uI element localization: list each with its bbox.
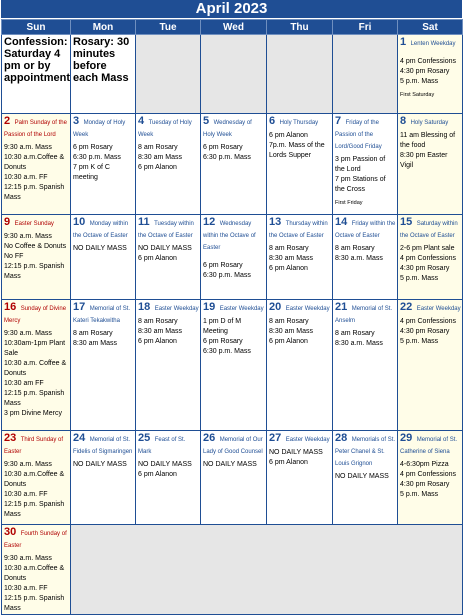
event-list	[400, 317, 461, 347]
liturgical-title: Feast of St. Mark	[138, 437, 186, 455]
event-line: 5 p.m. Mass	[400, 338, 439, 345]
day-footnote: First Friday	[335, 200, 363, 206]
day-cell-7	[333, 114, 398, 215]
liturgical-title: Wednesday of Holy Week	[203, 120, 252, 138]
event-line: 8 am Rosary	[73, 330, 113, 337]
liturgical-title: Tuesday within the Octave of Easter	[138, 221, 194, 239]
liturgical-title: Sunday of Divine Mercy	[4, 306, 67, 324]
day-number: 24	[73, 432, 86, 444]
day-cell-17	[71, 300, 136, 431]
event-list	[203, 460, 265, 470]
event-line: 7 pm Stations of the Cross	[335, 176, 386, 193]
day-header	[203, 115, 265, 139]
liturgical-title: Memorial of St. Catherine of Siena	[400, 437, 458, 455]
event-line: NO DAILY MASS	[138, 245, 192, 252]
day-header	[335, 216, 396, 240]
event-line: 8 am Rosary	[269, 245, 309, 252]
event-line: 5 p.m. Mass	[400, 275, 439, 282]
event-list	[73, 143, 134, 183]
empty-day-cell	[267, 35, 333, 114]
day-number: 3	[73, 115, 80, 127]
day-header	[4, 432, 69, 456]
event-line: 12:15 p.m. Spanish Mass	[4, 390, 65, 407]
event-line: 9:30 a.m. Mass	[4, 461, 52, 468]
event-line: 6:30 p.m. Mass	[203, 348, 251, 355]
day-number: 14	[335, 216, 348, 228]
event-line: 10:30 a.m. FF	[4, 585, 48, 592]
day-header	[138, 432, 199, 456]
event-line: 6 pm Rosary	[73, 144, 113, 151]
event-line: 8:30 am Mass	[269, 255, 313, 262]
event-line: 6:30 p.m. Mass	[203, 272, 251, 279]
day-cell-5	[201, 114, 267, 215]
liturgical-title: Easter Weekday	[285, 306, 330, 312]
event-line: 8 am Rosary	[269, 318, 309, 325]
liturgical-title: Holy Saturday	[410, 120, 449, 126]
event-line: No FF	[4, 253, 24, 260]
event-list	[4, 554, 69, 614]
event-list	[335, 472, 396, 482]
event-line: 8:30 am Mass	[269, 328, 313, 335]
event-list	[335, 329, 396, 349]
event-line: 6 pm Alanon	[138, 164, 177, 171]
event-line: 1 pm D of M Meeting	[203, 318, 242, 335]
event-line: 6:30 p.m. Mass	[73, 154, 121, 161]
liturgical-title: Palm Sunday of the Passion of the Lord	[4, 120, 67, 138]
day-cell-29	[398, 431, 463, 525]
day-header	[400, 216, 461, 240]
day-cell-10	[71, 215, 136, 300]
day-header	[138, 216, 199, 240]
day-cell-21	[333, 300, 398, 431]
weekday-mon: Mon	[71, 20, 136, 35]
event-line: 10:30 a.m. Coffee & Donuts	[4, 360, 67, 377]
day-number: 5	[203, 115, 210, 127]
liturgical-title: Fourth Sunday of Easter	[4, 531, 67, 549]
day-number: 13	[269, 216, 282, 228]
liturgical-title: Memorial of Our Lady of Good Counsel	[203, 437, 263, 455]
event-line: 4:30 pm Rosary	[400, 481, 450, 488]
event-line: 3 pm Passion of the Lord	[335, 156, 386, 173]
weekday-fri: Fri	[333, 20, 398, 35]
event-line: 7p.m. Mass of the Lords Supper	[269, 142, 325, 159]
day-cell-4	[136, 114, 201, 215]
event-line: 11 am Blessing of the food	[400, 132, 456, 149]
event-line: 8 am Rosary	[335, 245, 375, 252]
event-line: 6 pm Alanon	[138, 255, 177, 262]
event-line: NO DAILY MASS	[203, 461, 257, 468]
day-header	[138, 301, 199, 313]
day-number: 18	[138, 301, 151, 313]
day-header	[269, 301, 331, 313]
event-line: 4 pm Confessions	[400, 58, 457, 65]
event-list	[73, 329, 134, 349]
day-header	[335, 432, 396, 468]
day-cell-28	[333, 431, 398, 525]
event-line: 10:30 a.m. FF	[4, 491, 48, 498]
liturgical-title: Lenten Weekday	[410, 41, 456, 47]
event-list	[269, 131, 331, 161]
event-list	[203, 143, 265, 163]
week-row-6	[2, 525, 463, 615]
day-number: 28	[335, 432, 348, 444]
event-line: 6 pm Alanon	[269, 132, 308, 139]
day-number: 21	[335, 301, 348, 313]
empty-day-cell	[71, 525, 463, 615]
event-line: No Coffee & Donuts	[4, 243, 67, 250]
day-cell-3	[71, 114, 136, 215]
day-cell-24	[71, 431, 136, 525]
event-line: 8 am Rosary	[138, 144, 178, 151]
day-number: 17	[73, 301, 86, 313]
event-line: 4 pm Confessions	[400, 255, 457, 262]
day-header	[4, 115, 69, 139]
event-line: 8 am Rosary	[138, 318, 178, 325]
event-line: 6:30 p.m. Mass	[203, 154, 251, 161]
event-line: 10:30 a.m.Coffee & Donuts	[4, 154, 65, 171]
day-number: 22	[400, 301, 413, 313]
event-line: 8:30 a.m. Mass	[335, 340, 383, 347]
event-line: 6 pm Alanon	[269, 338, 308, 345]
weekday-header-row	[2, 20, 463, 35]
day-header	[400, 36, 461, 48]
event-line: 6 pm Rosary	[203, 338, 243, 345]
week-row-3	[2, 215, 463, 300]
event-list	[4, 143, 69, 203]
event-line: 12:15 p.m. Spanish Mass	[4, 501, 65, 518]
day-header	[269, 216, 331, 240]
day-header	[400, 301, 461, 313]
event-line: 6 pm Alanon	[269, 459, 308, 466]
liturgical-title: Monday of Holy Week	[73, 120, 126, 138]
liturgical-title: Memorial of St. Fidelis of Sigmaringen	[73, 437, 133, 455]
day-number: 30	[4, 526, 17, 538]
empty-day-cell	[201, 35, 267, 114]
weekday-tue: Tue	[136, 20, 201, 35]
event-line: 9:30 a.m. Mass	[4, 330, 52, 337]
day-number: 7	[335, 115, 342, 127]
day-header	[400, 432, 461, 456]
day-cell-8	[398, 114, 463, 215]
day-cell-27	[267, 431, 333, 525]
day-header	[4, 301, 69, 325]
day-number: 12	[203, 216, 216, 228]
event-line: 8:30 am Mass	[138, 328, 182, 335]
liturgical-title: Tuesday of Holy Week	[138, 120, 192, 138]
day-number: 26	[203, 432, 216, 444]
event-line: 12:15 p.m. Spanish Mass	[4, 595, 65, 612]
event-list	[4, 460, 69, 520]
liturgical-title: Easter Sunday	[14, 221, 54, 227]
day-header	[138, 115, 199, 139]
weekday-sat: Sat	[398, 20, 463, 35]
liturgical-title: Friday within the Octave of Easter	[335, 221, 396, 239]
event-line: 4:30 pm Rosary	[400, 68, 450, 75]
day-footnote: First Saturday	[400, 92, 435, 98]
day-header	[203, 216, 265, 252]
event-line: NO DAILY MASS	[73, 461, 127, 468]
liturgical-title: Third Sunday of Easter	[4, 437, 64, 455]
event-line: 2-6 pm Plant sale	[400, 245, 455, 252]
event-line: 6 pm Alanon	[269, 265, 308, 272]
confession-note: Confession: Saturday 4 pm or by appointment	[4, 36, 70, 84]
day-cell-1	[398, 35, 463, 114]
event-list	[138, 143, 199, 173]
event-list	[203, 317, 265, 357]
day-header	[203, 301, 265, 313]
day-cell-26	[201, 431, 267, 525]
day-number: 20	[269, 301, 282, 313]
liturgical-title: Friday of the Passion of the Lord/Good Friday	[335, 120, 382, 150]
event-line: 10:30 a.m. FF	[4, 174, 48, 181]
event-list	[138, 460, 199, 480]
day-header	[4, 216, 69, 228]
rosary-note: Rosary: 30 minutes before each Mass	[73, 36, 130, 84]
liturgical-title: Memorial of St. Anselm	[335, 306, 393, 324]
event-list	[400, 52, 461, 87]
event-line: 6 pm Rosary	[203, 262, 243, 269]
event-list	[73, 460, 134, 470]
weekday-wed: Wed	[201, 20, 267, 35]
day-header	[400, 115, 461, 127]
day-number: 2	[4, 115, 11, 127]
event-line: 9:30 a.m. Mass	[4, 233, 52, 240]
day-number: 6	[269, 115, 276, 127]
event-list	[400, 131, 461, 171]
day-cell-20	[267, 300, 333, 431]
day-header	[73, 432, 134, 456]
day-header	[335, 115, 396, 151]
event-list	[138, 317, 199, 347]
liturgical-title: Holy Thursday	[279, 120, 319, 126]
event-line: NO DAILY MASS	[335, 473, 389, 480]
day-header	[269, 432, 331, 444]
event-line: 7 pm K of C meeting	[73, 164, 110, 181]
day-number: 25	[138, 432, 151, 444]
event-line: NO DAILY MASS	[138, 461, 192, 468]
event-line: 8 am Rosary	[335, 330, 375, 337]
day-cell-6	[267, 114, 333, 215]
liturgical-title: Easter Weekday	[154, 306, 199, 312]
week-row-2	[2, 114, 463, 215]
liturgical-title: Wednesday within the Octave of Easter	[203, 221, 256, 251]
liturgical-title: Memorial of St. Kateri Tekakwitha	[73, 306, 131, 324]
empty-day-cell	[333, 35, 398, 114]
day-cell-18	[136, 300, 201, 431]
day-cell-15	[398, 215, 463, 300]
day-header	[335, 301, 396, 325]
event-line: 10:30 am FF	[4, 380, 44, 387]
event-line: 10:30 a.m.Coffee & Donuts	[4, 471, 65, 488]
event-line: 8:30 pm Easter Vigil	[400, 152, 448, 169]
day-cell-23	[2, 431, 71, 525]
event-line: NO DAILY MASS	[269, 449, 323, 456]
day-cell-19	[201, 300, 267, 431]
week-row-5	[2, 431, 463, 525]
event-line: 8:30 am Mass	[138, 154, 182, 161]
day-number: 8	[400, 115, 407, 127]
rosary-note-cell	[71, 35, 136, 114]
day-header	[73, 301, 134, 325]
liturgical-title: Easter Weekday	[416, 306, 461, 312]
event-line: 9:30 a.m. Mass	[4, 144, 52, 151]
day-number: 11	[138, 216, 150, 228]
day-cell-14	[333, 215, 398, 300]
event-line: NO DAILY MASS	[73, 245, 127, 252]
calendar-grid	[1, 19, 463, 615]
event-line: 12:15 p.m. Spanish Mass	[4, 184, 65, 201]
day-cell-12	[201, 215, 267, 300]
day-cell-2	[2, 114, 71, 215]
day-number: 15	[400, 216, 413, 228]
event-line: 4-6:30pm Pizza	[400, 461, 449, 468]
day-header	[203, 432, 265, 456]
event-line: 6 pm Rosary	[203, 144, 243, 151]
day-header	[4, 526, 69, 550]
day-header	[73, 115, 134, 139]
day-number: 23	[4, 432, 17, 444]
day-cell-9	[2, 215, 71, 300]
event-line: 4:30 pm Rosary	[400, 328, 450, 335]
liturgical-title: Easter Weekday	[219, 306, 264, 312]
event-line: 5 p.m. Mass	[400, 491, 439, 498]
day-number: 27	[269, 432, 282, 444]
event-list	[73, 244, 134, 254]
event-list	[203, 256, 265, 281]
event-list	[138, 244, 199, 264]
day-cell-13	[267, 215, 333, 300]
confession-note-cell	[2, 35, 71, 114]
event-list	[269, 244, 331, 274]
empty-day-cell	[136, 35, 201, 114]
event-list	[269, 448, 331, 468]
liturgical-title: Monday within the Octave of Easter	[73, 221, 129, 239]
week-row-1	[2, 35, 463, 114]
day-number: 16	[4, 301, 17, 313]
event-line: 3 pm Divine Mercy	[4, 410, 62, 417]
event-line: 6 pm Alanon	[138, 471, 177, 478]
event-line: 10:30 a.m.Coffee & Donuts	[4, 565, 65, 582]
event-list	[400, 460, 461, 500]
event-line: 12:15 p.m. Spanish Mass	[4, 263, 65, 280]
day-number: 9	[4, 216, 11, 228]
day-cell-16	[2, 300, 71, 431]
day-cell-25	[136, 431, 201, 525]
liturgical-title: Thursday within the Octave of Easter	[269, 221, 328, 239]
event-list	[400, 244, 461, 284]
day-number: 19	[203, 301, 216, 313]
event-list	[335, 244, 396, 264]
calendar-title: April 2023	[1, 0, 462, 18]
day-cell-22	[398, 300, 463, 431]
event-line: 10:30am-1pm Plant Sale	[4, 340, 66, 357]
event-line: 8:30 a.m. Mass	[335, 255, 383, 262]
day-cell-30	[2, 525, 71, 615]
liturgical-title: Memorials of St. Peter Chanel & St. Louis Grignon	[335, 437, 396, 467]
event-line: 4:30 pm Rosary	[400, 265, 450, 272]
event-list	[4, 232, 69, 282]
day-number: 29	[400, 432, 413, 444]
event-line: 6 pm Alanon	[138, 338, 177, 345]
day-header	[269, 115, 331, 127]
liturgical-title: Saturday within the Octave of Easter	[400, 221, 458, 239]
day-number: 10	[73, 216, 86, 228]
event-line: 9:30 a.m. Mass	[4, 555, 52, 562]
liturgical-title: Easter Weekday	[285, 437, 330, 443]
weekday-sun: Sun	[2, 20, 71, 35]
day-number: 4	[138, 115, 145, 127]
weekday-thu: Thu	[267, 20, 333, 35]
event-line: 8:30 am Mass	[73, 340, 117, 347]
event-line: 5 p.m. Mass	[400, 78, 439, 85]
day-number: 1	[400, 36, 407, 48]
event-list	[335, 155, 396, 195]
event-list	[4, 329, 69, 419]
event-list	[269, 317, 331, 347]
day-header	[73, 216, 134, 240]
event-line: 4 pm Confessions	[400, 318, 457, 325]
day-cell-11	[136, 215, 201, 300]
week-row-4	[2, 300, 463, 431]
event-line: 4 pm Confessions	[400, 471, 457, 478]
